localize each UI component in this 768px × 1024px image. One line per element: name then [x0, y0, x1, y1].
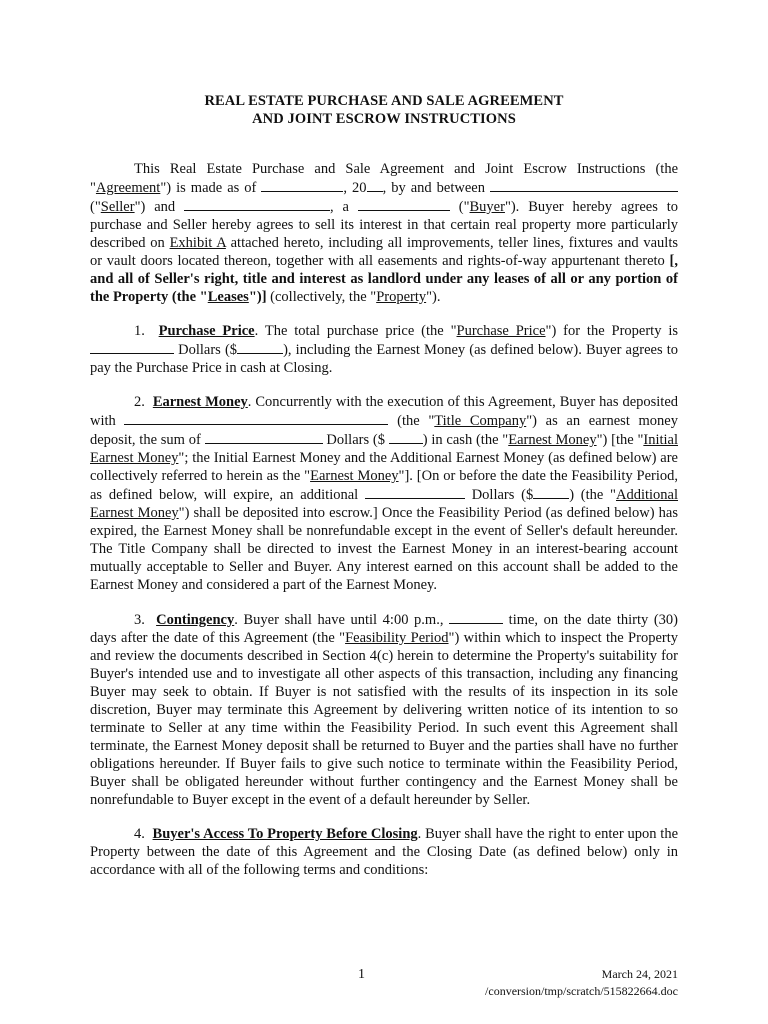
section-number: 4.	[134, 826, 145, 842]
additional-amount-blank	[533, 485, 569, 499]
text: , 20	[343, 180, 367, 196]
text: Dollars ($	[464, 487, 534, 503]
defined-term: Title Company	[434, 413, 527, 429]
text: ") is made as of	[160, 180, 262, 196]
defined-term: Additional Earnest Money	[90, 487, 679, 521]
section-heading: Purchase Price	[158, 323, 255, 339]
text: ") as an earnest money deposit, the sum of	[90, 413, 678, 448]
defined-term: Agreement	[95, 180, 161, 196]
text: ) (the "	[569, 487, 616, 503]
document-title	[90, 92, 678, 128]
text: ").	[426, 289, 441, 305]
section-3-contingency	[90, 610, 678, 809]
text: ("	[90, 199, 101, 215]
text: . Buyer shall have until 4:00 p.m.,	[234, 612, 450, 628]
buyer-name-blank	[184, 197, 330, 211]
footer-date: March 24, 2021	[601, 967, 678, 981]
text: ") for the Property is	[545, 323, 678, 339]
text: ("	[449, 199, 470, 215]
deposit-amount-blank	[389, 430, 423, 444]
section-heading: Buyer's Access To Property Before Closing	[152, 826, 418, 842]
text: (collectively, the "	[266, 289, 377, 305]
document-page	[90, 92, 678, 879]
text: . Concurrently with the execution of this Agreement, Buyer has deposited with	[90, 394, 679, 429]
text: attached hereto, including all improvements, teller lines, fixtures and vaults or vault doors located thereon, together with all easements and rights-of-way appurtenant thereto	[90, 235, 678, 269]
text: . Buyer shall have the right to enter upon the Property between the date of this Agreement and the Closing Date (as defined below) only in accordance with all of the following terms and conditions:	[90, 826, 679, 878]
section-number: 3.	[134, 612, 145, 628]
text: (the "	[388, 413, 435, 429]
text: ), including the Earnest Money (as defined below). Buyer agrees to pay the Purchase Price in cash at Closing.	[90, 342, 679, 376]
text: ") within which to inspect the Property and review the documents described in Section 4(c) herein to determine the Property's suitability for Buyer's intended use and to investigate all other aspects of this transaction, including any financing Buyer may seek to obtain. If Buyer is not satisfied with the results of its inspection in its sole discretion, Buyer may terminate this Agreement by delivering written notice of its intention to so terminate to Seller at any time within the Feasibility Period. In such event this Agreement shall terminate, the Earnest Money deposit shall be returned to Buyer and the parties shall have no further obligations hereunder. If Buyer fails to give such notice to terminate within the Feasibility Period, Buyer shall be obligated hereunder without further contingency and the Earnest Money shall be nonrefundable to Buyer except in the event of a default hereunder by Seller.	[90, 630, 678, 808]
text: This Real Estate Purchase and Sale Agreement and Joint Escrow Instructions (the "	[90, 161, 678, 196]
text: ") and	[134, 199, 185, 215]
text: Dollars ($	[322, 432, 389, 448]
text: ) in cash (the "	[422, 432, 509, 448]
defined-term: Initial Earnest Money	[90, 432, 678, 466]
defined-term: Buyer	[469, 199, 505, 215]
text: ") shall be deposited into escrow.] Once the Feasibility Period (as defined below) has expired, the Earnest Money shall be nonrefundable except in the event of Seller's default hereunder. The Title Company shall be directed to invest the Earnest Money in an interest-bearing account mutually acceptable to Seller and Buyer. Any interest earned on this account shall be added to the Earnest Money and considered a part of the Earnest Money.	[90, 505, 678, 593]
section-2-earnest-money	[90, 393, 678, 594]
deposit-words-blank	[205, 430, 323, 444]
section-1-purchase-price	[90, 322, 678, 377]
buyer-entity-blank	[358, 197, 450, 211]
seller-name-blank	[490, 178, 678, 192]
title-line-2: AND JOINT ESCROW INSTRUCTIONS	[252, 111, 516, 127]
price-amount-blank	[237, 340, 283, 354]
defined-term: Earnest Money	[508, 432, 597, 448]
text: Dollars ($	[174, 342, 238, 358]
text: time, on the date thirty (30) days after the date of this Agreement (the "	[90, 612, 679, 646]
defined-term: Purchase Price	[456, 323, 546, 339]
additional-words-blank	[365, 485, 465, 499]
page-number: 1	[358, 967, 365, 982]
defined-term: Leases	[207, 289, 249, 305]
year-blank	[367, 178, 383, 192]
section-number: 2.	[134, 394, 145, 410]
title-line-1: REAL ESTATE PURCHASE AND SALE AGREEMENT	[204, 93, 564, 109]
defined-term: Feasibility Period	[345, 630, 449, 646]
bold-text: ")]	[248, 289, 267, 305]
defined-term: Seller	[100, 199, 135, 215]
section-4-buyer-access	[90, 825, 678, 879]
text: "; the Initial Earnest Money and the Additional Earnest Money (as defined below) are collectively referred to herein as the "	[90, 450, 678, 484]
defined-term: Property	[376, 289, 427, 305]
text: ") [the "	[596, 432, 644, 448]
text: , a	[330, 199, 358, 215]
text: "). Buyer hereby agrees to purchase and Seller hereby agrees to sell its interest in that certain real property more particularly described on	[90, 199, 679, 251]
defined-term: Earnest Money	[310, 468, 399, 484]
footer-file-path: /conversion/tmp/scratch/515822664.doc	[485, 984, 678, 998]
text: "]. [On or before the date the Feasibility Period, as defined below, will expire, an additional	[90, 468, 679, 503]
section-heading: Contingency	[156, 612, 235, 628]
time-zone-blank	[449, 610, 503, 624]
text: . The total purchase price (the "	[254, 323, 457, 339]
title-company-blank	[124, 411, 388, 425]
price-words-blank	[90, 340, 174, 354]
exhibit-reference: Exhibit A	[169, 235, 226, 251]
intro-paragraph	[90, 160, 678, 306]
text: , by and between	[382, 180, 490, 196]
bold-text: [, and all of Seller's right, title and interest as landlord under any leases of all or any portion of the Property (the "	[90, 253, 678, 305]
section-heading: Earnest Money	[152, 394, 248, 410]
section-number: 1.	[134, 323, 145, 339]
date-blank	[261, 178, 343, 192]
